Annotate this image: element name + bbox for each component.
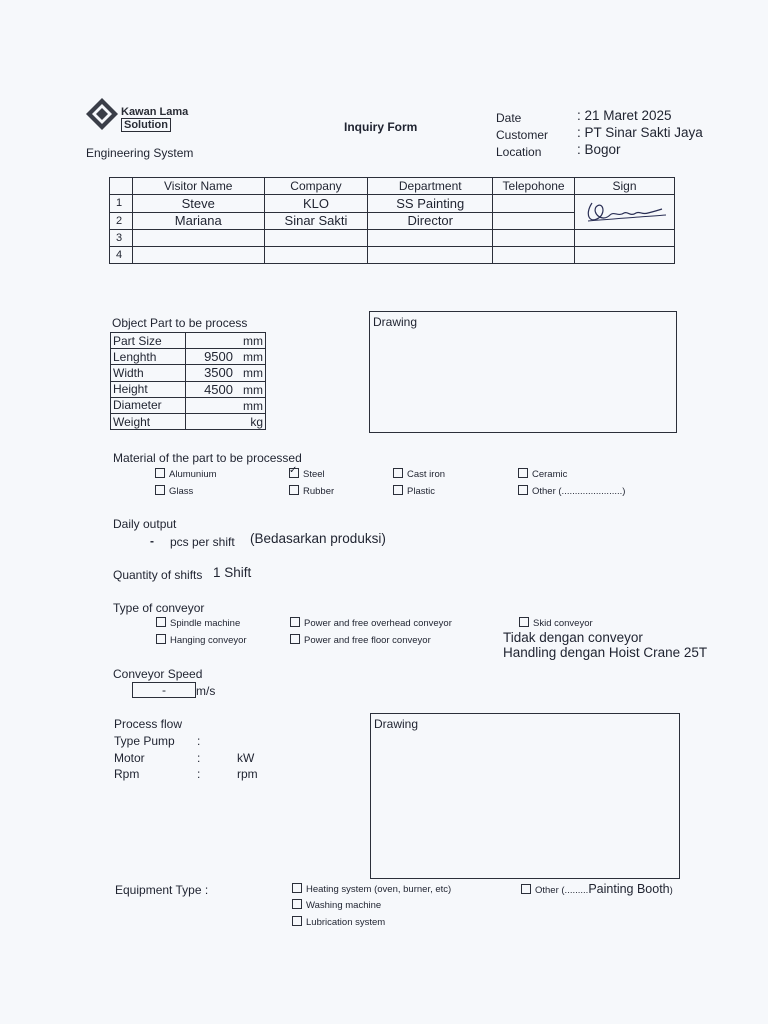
part-value: 3500 (204, 365, 233, 381)
header-sign: Sign (575, 178, 675, 195)
table-row (110, 230, 675, 247)
date-value: : 21 Maret 2025 (577, 108, 672, 123)
signature-icon (580, 195, 670, 229)
checkbox-icon[interactable] (292, 916, 302, 926)
option-label: Hanging conveyor (170, 635, 247, 646)
conveyor-option-floor[interactable] (290, 634, 431, 646)
daily-output-note: (Bedasarkan produksi) (250, 531, 386, 546)
option-label: Power and free overhead conveyor (304, 618, 452, 629)
material-option-alumunium[interactable] (155, 468, 217, 480)
header-company: Company (264, 178, 368, 195)
option-label: Skid conveyor (533, 618, 593, 629)
header-visitor-name: Visitor Name (132, 178, 264, 195)
option-label: Washing machine (306, 900, 382, 911)
part-value-cell (186, 333, 266, 349)
part-label: Height (111, 381, 186, 397)
checkbox-icon[interactable] (292, 899, 302, 909)
drawing-box-2 (370, 713, 680, 879)
checkbox-icon[interactable] (393, 485, 403, 495)
signature-cell (575, 247, 675, 264)
part-label: Weight (111, 413, 186, 429)
checkbox-icon[interactable] (290, 617, 300, 627)
part-unit: mm (243, 382, 263, 397)
header-no (110, 178, 133, 195)
speed-field[interactable] (132, 682, 196, 698)
checkbox-icon[interactable] (289, 485, 299, 495)
option-label: Alumunium (169, 469, 217, 480)
part-label: Diameter (111, 397, 186, 413)
date-label: Date (496, 111, 522, 125)
customer-value: : PT Sinar Sakti Jaya (577, 125, 703, 140)
visitor-department: SS Painting (368, 195, 493, 213)
part-value: 4500 (204, 381, 233, 397)
checkbox-icon[interactable] (518, 468, 528, 478)
visitor-company: Sinar Sakti (264, 212, 368, 230)
visitor-telephone (493, 247, 575, 264)
table-row (111, 413, 266, 429)
drawing-box-1 (369, 311, 677, 433)
option-label: Spindle machine (170, 618, 241, 629)
logo-text (121, 106, 188, 132)
part-unit: mm (243, 398, 263, 413)
daily-output-unit: pcs per shift (170, 535, 235, 549)
checkbox-icon[interactable] (156, 617, 166, 627)
material-option-other[interactable] (518, 485, 625, 497)
other-suffix: ) (669, 885, 673, 896)
material-option-cast-iron[interactable] (393, 468, 445, 480)
row-number: 3 (110, 230, 133, 247)
checkbox-icon[interactable] (155, 468, 165, 478)
conveyor-option-overhead[interactable] (290, 617, 452, 629)
option-label: Glass (169, 486, 194, 497)
pump-colon: : (197, 734, 201, 748)
part-value-cell (186, 365, 266, 381)
option-label: Steel (303, 469, 325, 480)
visitor-telephone (493, 230, 575, 247)
part-label: Lenghth (111, 349, 186, 365)
speed-unit: m/s (196, 684, 216, 698)
visitor-department (368, 247, 493, 264)
table-row (110, 195, 675, 213)
visitor-telephone (493, 212, 575, 230)
table-row (110, 247, 675, 264)
shifts-label: Quantity of shifts (113, 568, 203, 582)
material-option-ceramic[interactable] (518, 468, 567, 480)
visitor-name: Mariana (132, 212, 264, 230)
visitor-department (368, 230, 493, 247)
motor-colon: : (197, 751, 201, 765)
table-row (111, 381, 266, 397)
equipment-option-washing[interactable] (292, 899, 381, 911)
material-option-plastic[interactable] (393, 485, 435, 497)
other-value: Painting Booth (588, 882, 670, 896)
location-value: : Bogor (577, 142, 621, 157)
conveyor-option-hanging[interactable] (156, 634, 247, 646)
option-label: Lubrication system (306, 917, 386, 928)
pump-label: Type Pump (114, 734, 175, 748)
other-prefix: Other (......... (535, 885, 589, 896)
checked-checkbox-icon[interactable] (289, 468, 299, 478)
part-unit: mm (243, 366, 263, 381)
motor-unit: kW (237, 751, 255, 765)
rpm-label: Rpm (114, 767, 140, 781)
option-label: Cast iron (407, 469, 446, 480)
part-value-cell (186, 397, 266, 413)
checkbox-icon[interactable] (521, 884, 531, 894)
checkbox-icon[interactable] (518, 485, 528, 495)
row-number: 4 (110, 247, 133, 264)
row-number: 2 (110, 212, 133, 230)
logo-line1: Kawan Lama (121, 106, 189, 118)
header-telephone: Telepohone (493, 178, 575, 195)
material-heading: Material of the part to be processed (113, 451, 302, 465)
drawing-label: Drawing (374, 717, 419, 731)
location-label: Location (496, 145, 542, 159)
subtitle: Engineering System (86, 146, 194, 160)
part-value-cell (186, 413, 266, 429)
equipment-option-other[interactable] (521, 882, 673, 896)
conveyor-heading: Type of conveyor (113, 601, 205, 615)
visitor-name (132, 230, 264, 247)
company-logo (84, 96, 120, 137)
option-label: Plastic (407, 486, 435, 497)
speed-heading: Conveyor Speed (113, 667, 203, 681)
part-value-cell (186, 349, 266, 365)
header-department: Department (368, 178, 493, 195)
checkbox-icon[interactable] (519, 617, 529, 627)
part-value: 9500 (204, 349, 233, 365)
visitor-name (132, 247, 264, 264)
option-label: Other (.......................) (532, 486, 626, 497)
motor-label: Motor (114, 751, 145, 765)
customer-label: Customer (496, 128, 549, 142)
option-label: Power and free floor conveyor (304, 635, 431, 646)
kawan-lama-logo-icon (84, 96, 120, 132)
drawing-label: Drawing (373, 315, 418, 329)
visitor-company (264, 247, 368, 264)
logo-line2: Solution (121, 118, 171, 132)
part-unit: kg (250, 415, 263, 430)
conveyor-note-1: Tidak dengan conveyor (503, 630, 643, 645)
row-number: 1 (110, 195, 133, 213)
part-label: Width (111, 365, 186, 381)
signature-cell (575, 195, 675, 230)
part-label: Part Size (111, 333, 186, 349)
checkbox-icon[interactable] (155, 485, 165, 495)
checkbox-icon[interactable] (156, 634, 166, 644)
part-size-table (110, 332, 266, 430)
checkbox-icon[interactable] (393, 468, 403, 478)
rpm-unit: rpm (237, 767, 258, 781)
conveyor-option-spindle[interactable] (156, 617, 240, 629)
table-row (111, 397, 266, 413)
material-option-glass[interactable] (155, 485, 193, 497)
visitor-name: Steve (132, 195, 264, 213)
table-row (111, 349, 266, 365)
table-row (111, 333, 266, 349)
rpm-colon: : (197, 767, 201, 781)
option-label: Ceramic (532, 469, 568, 480)
equipment-option-lubrication[interactable] (292, 916, 385, 928)
checkbox-icon[interactable] (290, 634, 300, 644)
equipment-heading: Equipment Type : (115, 883, 209, 897)
visitor-company: KLO (264, 195, 368, 213)
daily-output-value: - (150, 534, 154, 548)
process-heading: Process flow (114, 717, 183, 731)
visitor-table-header (110, 178, 675, 195)
visitor-table (109, 177, 675, 264)
visitor-company (264, 230, 368, 247)
object-part-heading: Object Part to be process (112, 316, 248, 330)
signature-cell (575, 230, 675, 247)
speed-value: - (162, 683, 166, 697)
material-option-rubber[interactable] (289, 485, 334, 497)
shifts-value: 1 Shift (213, 565, 252, 580)
conveyor-option-skid[interactable] (519, 617, 593, 629)
form-title: Inquiry Form (344, 120, 418, 134)
option-label: Heating system (oven, burner, etc) (306, 884, 452, 895)
table-row (111, 365, 266, 381)
visitor-telephone (493, 195, 575, 213)
material-option-steel[interactable] (289, 468, 325, 480)
equipment-option-heating[interactable] (292, 883, 451, 895)
part-value-cell (186, 381, 266, 397)
checkbox-icon[interactable] (292, 883, 302, 893)
part-unit: mm (243, 334, 263, 349)
daily-output-heading: Daily output (113, 517, 177, 531)
part-unit: mm (243, 350, 263, 365)
visitor-department: Director (368, 212, 493, 230)
option-label: Rubber (303, 486, 335, 497)
conveyor-note-2: Handling dengan Hoist Crane 25T (503, 645, 708, 660)
